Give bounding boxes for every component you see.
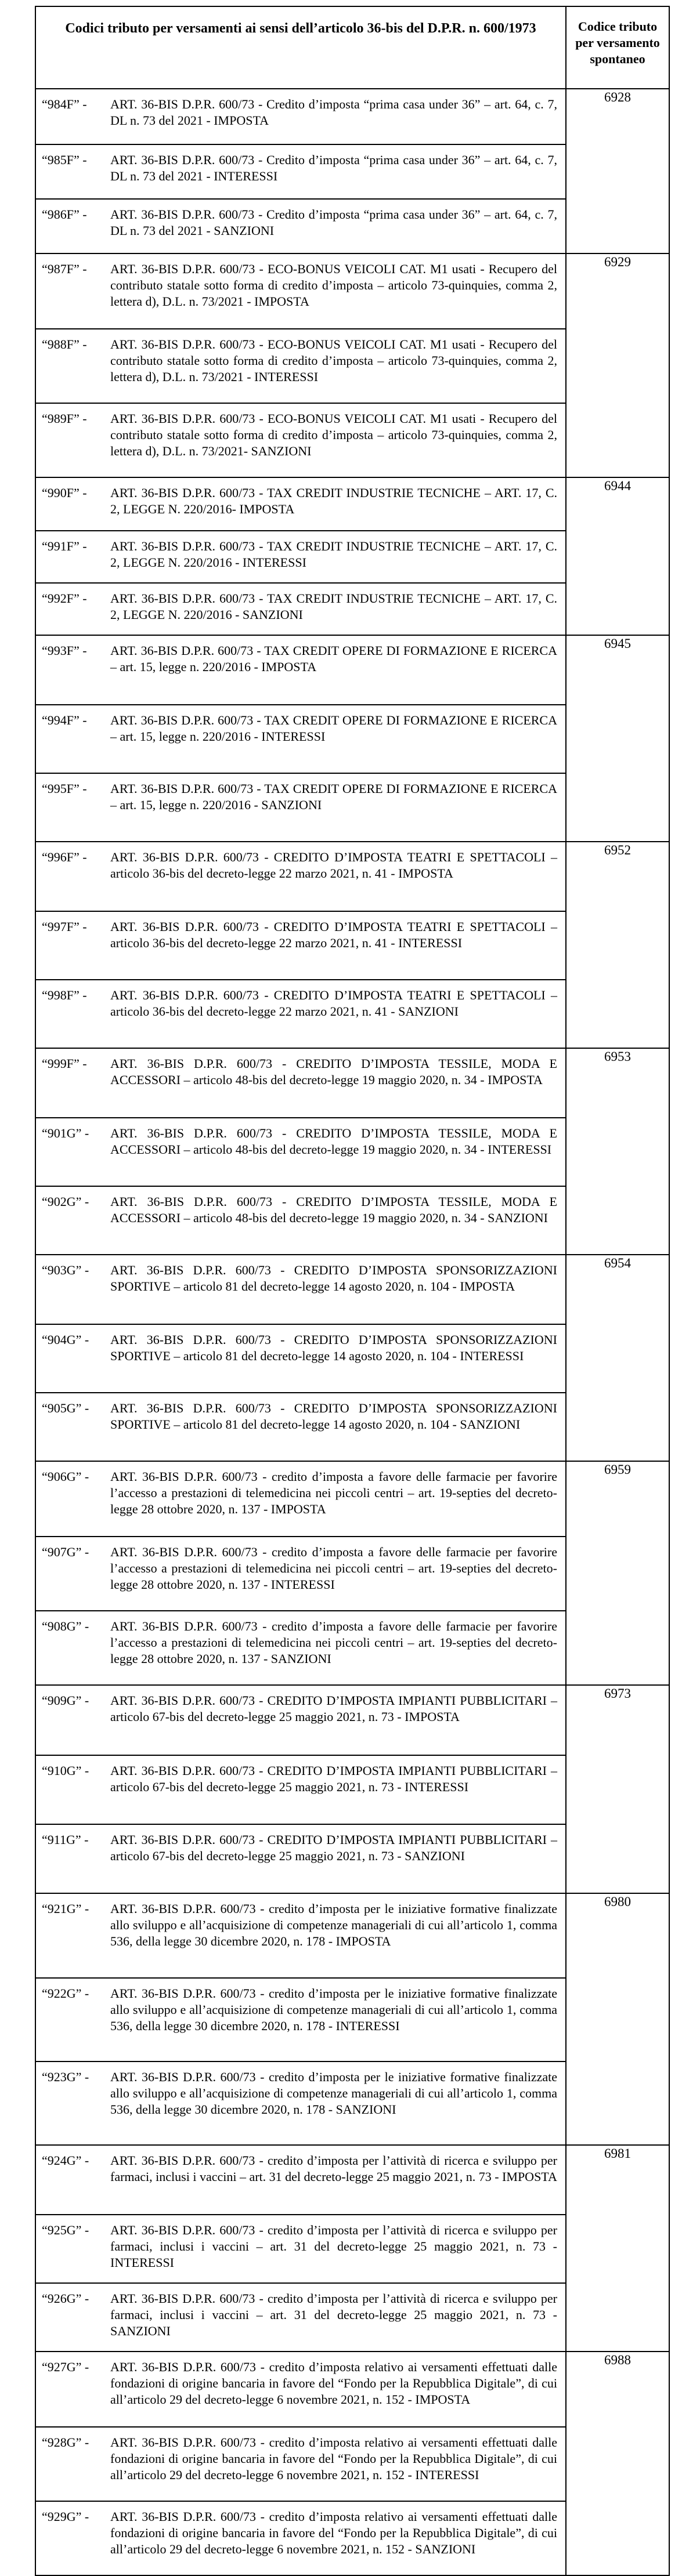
code-group: [35, 2352, 669, 2575]
spontaneous-code: 6981: [566, 2145, 669, 2352]
table-row: [36, 328, 565, 403]
row-code: “996F” -: [42, 850, 87, 864]
table-row: [36, 2214, 565, 2282]
table-row: [36, 704, 565, 773]
spontaneous-code: 6954: [566, 1255, 669, 1461]
table-row: [36, 478, 565, 530]
row-description: ART. 36-BIS D.P.R. 600/73 - CREDITO D’IMPOSTA TEATRI E SPETTACOLI – articolo 36-bis del decreto-legge 22 marzo 2021, n. 41 - IMPOSTA: [110, 850, 557, 881]
spontaneous-code: 6945: [566, 635, 669, 842]
row-code: “985F” -: [42, 153, 87, 167]
row-description: ART. 36-BIS D.P.R. 600/73 - CREDITO D’IMPOSTA IMPIANTI PUBBLICITARI – articolo 67-bis del decreto-legge 25 maggio 2021, n. 73 - SANZIONI: [110, 1832, 557, 1863]
row-code: “994F” -: [42, 713, 87, 727]
row-code: “993F” -: [42, 643, 87, 658]
row-code: “997F” -: [42, 919, 87, 934]
table-row: [36, 911, 565, 979]
table-row: [36, 1686, 565, 1755]
table-row: [36, 144, 565, 198]
row-description: ART. 36-BIS D.P.R. 600/73 - TAX CREDIT INDUSTRIE TECNICHE – ART. 17, C. 2, LEGGE N. 220/2016 - INTERESSI: [110, 539, 557, 570]
row-description: ART. 36-BIS D.P.R. 600/73 - CREDITO D’IMPOSTA SPONSORIZZAZIONI SPORTIVE – articolo 81 del decreto-legge 14 agosto 2020, n. 104 - INTERESSI: [110, 1332, 557, 1363]
table-row: [36, 842, 565, 911]
table-row: [36, 582, 565, 635]
row-description: ART. 36-BIS D.P.R. 600/73 - Credito d’imposta “prima casa under 36” – art. 64, c. 7, DL n. 73 del 2021 - IMPOSTA: [110, 97, 557, 128]
row-description: ART. 36-BIS D.P.R. 600/73 - credito d’imposta a favore delle farmacie per favorire l’accesso a prestazioni di telemedicina nei piccoli centri – art. 19-septies del decreto-legge 28 ottobre 2020, n. 137 - INTERESSI: [110, 1545, 557, 1592]
table-row: [36, 254, 565, 328]
row-code: “911G” -: [42, 1832, 89, 1847]
row-description: ART. 36-BIS D.P.R. 600/73 - TAX CREDIT OPERE DI FORMAZIONE E RICERCA – art. 15, legge n. 220/2016 - INTERESSI: [110, 713, 557, 744]
row-description: ART. 36-BIS D.P.R. 600/73 - credito d’imposta per l’attività di ricerca e sviluppo per farmaci, inclusi i vaccini – art. 31 del decreto-legge 25 maggio 2021, n. 73 - INTERESSI: [110, 2223, 557, 2270]
row-description: ART. 36-BIS D.P.R. 600/73 - credito d’imposta per l’attività di ricerca e sviluppo per farmaci, inclusi i vaccini – art. 31 del decreto-legge 25 maggio 2021, n. 73 - IMPOSTA: [110, 2153, 557, 2184]
table-row: [36, 1255, 565, 1324]
spontaneous-code: 6980: [566, 1893, 669, 2145]
table-row: [36, 403, 565, 477]
code-group: [35, 1893, 669, 2145]
table-row: [36, 636, 565, 704]
row-code: “991F” -: [42, 539, 87, 553]
row-code: “901G” -: [42, 1126, 89, 1140]
spontaneous-code: 6929: [566, 253, 669, 477]
row-code: “904G” -: [42, 1332, 89, 1347]
code-group: [35, 89, 669, 253]
row-description: ART. 36-BIS D.P.R. 600/73 - CREDITO D’IMPOSTA TEATRI E SPETTACOLI – articolo 36-bis del decreto-legge 22 marzo 2021, n. 41 - SANZIONI: [110, 988, 557, 1019]
code-group: [35, 2145, 669, 2352]
row-description: ART. 36-BIS D.P.R. 600/73 - CREDITO D’IMPOSTA TESSILE, MODA E ACCESSORI – articolo 48-bis del decreto-legge 19 maggio 2020, n. 34 - INTERESSI: [110, 1126, 557, 1157]
row-code: “924G” -: [42, 2153, 89, 2168]
spontaneous-code: 6952: [566, 842, 669, 1048]
code-group: [35, 1048, 669, 1255]
row-code: “925G” -: [42, 2223, 89, 2237]
row-description: ART. 36-BIS D.P.R. 600/73 - CREDITO D’IMPOSTA SPONSORIZZAZIONI SPORTIVE – articolo 81 del decreto-legge 14 agosto 2020, n. 104 - IMPOSTA: [110, 1263, 557, 1294]
row-description: ART. 36-BIS D.P.R. 600/73 - ECO-BONUS VEICOLI CAT. M1 usati - Recupero del contributo statale sotto forma di credito d’imposta – articolo 73-quinquies, comma 2, lettera d), D.L. n. 73/2021 - INTERESSI: [110, 337, 557, 384]
row-code: “922G” -: [42, 1986, 89, 2001]
row-description: ART. 36-BIS D.P.R. 600/73 - TAX CREDIT INDUSTRIE TECNICHE – ART. 17, C. 2, LEGGE N. 220/2016- IMPOSTA: [110, 486, 557, 516]
row-code: “903G” -: [42, 1263, 89, 1277]
row-description: ART. 36-BIS D.P.R. 600/73 - credito d’imposta relativo ai versamenti effettuati dalle fondazioni di origine bancaria in favore del “Fondo per la Repubblica Digitale”, di cui all’articolo 29 del decreto-legge 6 novembre 2021, n. 152 - INTERESSI: [110, 2435, 557, 2482]
table-row: [36, 773, 565, 841]
row-description: ART. 36-BIS D.P.R. 600/73 - TAX CREDIT OPERE DI FORMAZIONE E RICERCA – art. 15, legge n. 220/2016 - IMPOSTA: [110, 643, 557, 674]
row-code: “905G” -: [42, 1401, 89, 1415]
row-description: ART. 36-BIS D.P.R. 600/73 - Credito d’imposta “prima casa under 36” – art. 64, c. 7, DL n. 73 del 2021 - INTERESSI: [110, 153, 557, 183]
header-description: Codici tributo per versamenti ai sensi dell’articolo 36-bis del D.P.R. n. 600/1973: [35, 6, 566, 89]
table-row: [36, 1324, 565, 1392]
table-row: [36, 2146, 565, 2214]
table-row: [36, 1536, 565, 1610]
code-group: [35, 1461, 669, 1685]
code-group: [35, 253, 669, 477]
row-code: “926G” -: [42, 2291, 89, 2306]
row-description: ART. 36-BIS D.P.R. 600/73 - credito d’imposta relativo ai versamenti effettuati dalle fondazioni di origine bancaria in favore del “Fondo per la Repubblica Digitale”, di cui all’articolo 29 del decreto-legge 6 novembre 2021, n. 152 - SANZIONI: [110, 2509, 557, 2556]
table-row: [36, 198, 565, 253]
row-description: ART. 36-BIS D.P.R. 600/73 - CREDITO D’IMPOSTA TESSILE, MODA E ACCESSORI – articolo 48-bis del decreto-legge 19 maggio 2020, n. 34 - SANZIONI: [110, 1194, 557, 1225]
table-row: [36, 2352, 565, 2426]
row-description: ART. 36-BIS D.P.R. 600/73 - credito d’imposta a favore delle farmacie per favorire l’accesso a prestazioni di telemedicina nei piccoli centri – art. 19-septies del decreto-legge 28 ottobre 2020, n. 137 - SANZIONI: [110, 1619, 557, 1666]
row-description: ART. 36-BIS D.P.R. 600/73 - credito d’imposta per l’attività di ricerca e sviluppo per farmaci, inclusi i vaccini – art. 31 del decreto-legge 25 maggio 2021, n. 73 - SANZIONI: [110, 2291, 557, 2338]
table-header-row: [35, 6, 669, 89]
row-code: “928G” -: [42, 2435, 89, 2450]
header-code: Codice tributo per versamento spontaneo: [566, 6, 669, 89]
row-description: ART. 36-BIS D.P.R. 600/73 - CREDITO D’IMPOSTA SPONSORIZZAZIONI SPORTIVE – articolo 81 del decreto-legge 14 agosto 2020, n. 104 - SANZIONI: [110, 1401, 557, 1432]
row-code: “995F” -: [42, 781, 87, 796]
table-row: [36, 1186, 565, 1254]
spontaneous-code: 6928: [566, 89, 669, 253]
row-code: “998F” -: [42, 988, 87, 1002]
table-row: [36, 1462, 565, 1536]
row-code: “910G” -: [42, 1763, 89, 1778]
row-description: ART. 36-BIS D.P.R. 600/73 - Credito d’imposta “prima casa under 36” – art. 64, c. 7, DL n. 73 del 2021 - SANZIONI: [110, 207, 557, 238]
row-code: “929G” -: [42, 2509, 89, 2524]
row-description: ART. 36-BIS D.P.R. 600/73 - credito d’imposta per le iniziative formative finalizzate allo sviluppo e all’acquisizione di competenze manageriali di cui all’articolo 1, comma 536, della legge 30 dicembre 2020, n. 178 - IMPOSTA: [110, 1901, 557, 1948]
row-description: ART. 36-BIS D.P.R. 600/73 - ECO-BONUS VEICOLI CAT. M1 usati - Recupero del contributo statale sotto forma di credito d’imposta – articolo 73-quinquies, comma 2, lettera d), D.L. n. 73/2021 - IMPOSTA: [110, 262, 557, 309]
code-group: [35, 842, 669, 1048]
row-code: “923G” -: [42, 2070, 89, 2084]
table-row: [36, 2282, 565, 2351]
table-row: [36, 1049, 565, 1117]
row-code: “992F” -: [42, 591, 87, 606]
row-code: “902G” -: [42, 1194, 89, 1209]
row-description: ART. 36-BIS D.P.R. 600/73 - credito d’imposta a favore delle farmacie per favorire l’accesso a prestazioni di telemedicina nei piccoli centri – art. 19-septies del decreto-legge 28 ottobre 2020, n. 137 - IMPOSTA: [110, 1469, 557, 1516]
spontaneous-code: 6944: [566, 477, 669, 635]
code-group: [35, 1685, 669, 1893]
row-description: ART. 36-BIS D.P.R. 600/73 - TAX CREDIT OPERE DI FORMAZIONE E RICERCA – art. 15, legge n. 220/2016 - SANZIONI: [110, 781, 557, 812]
table-row: [36, 2501, 565, 2575]
spontaneous-code: 6953: [566, 1048, 669, 1255]
row-code: “984F” -: [42, 97, 87, 111]
row-code: “989F” -: [42, 411, 87, 426]
row-code: “927G” -: [42, 2360, 89, 2374]
row-description: ART. 36-BIS D.P.R. 600/73 - credito d’imposta per le iniziative formative finalizzate allo sviluppo e all’acquisizione di competenze manageriali di cui all’articolo 1, comma 536, della legge 30 dicembre 2020, n. 178 - INTERESSI: [110, 1986, 557, 2033]
spontaneous-code: 6959: [566, 1461, 669, 1685]
table-row: [36, 1117, 565, 1186]
table-row: [36, 2061, 565, 2144]
table-row: [36, 1894, 565, 1977]
row-code: “999F” -: [42, 1056, 87, 1071]
row-description: ART. 36-BIS D.P.R. 600/73 - ECO-BONUS VEICOLI CAT. M1 usati - Recupero del contributo statale sotto forma di credito d’imposta – articolo 73-quinquies, comma 2, lettera d), D.L. n. 73/2021- SANZIONI: [110, 411, 557, 458]
row-description: ART. 36-BIS D.P.R. 600/73 - CREDITO D’IMPOSTA IMPIANTI PUBBLICITARI – articolo 67-bis del decreto-legge 25 maggio 2021, n. 73 - INTERESSI: [110, 1763, 557, 1794]
row-code: “921G” -: [42, 1901, 89, 1916]
table-row: [36, 979, 565, 1048]
table-row: [36, 1824, 565, 1893]
table-row: [36, 89, 565, 144]
table-row: [36, 2426, 565, 2501]
table-row: [36, 1755, 565, 1824]
code-group: [35, 477, 669, 635]
spontaneous-code: 6973: [566, 1685, 669, 1893]
table-row: [36, 1392, 565, 1461]
spontaneous-code: 6988: [566, 2352, 669, 2575]
row-description: ART. 36-BIS D.P.R. 600/73 - CREDITO D’IMPOSTA TESSILE, MODA E ACCESSORI – articolo 48-bis del decreto-legge 19 maggio 2020, n. 34 - IMPOSTA: [110, 1056, 557, 1087]
row-description: ART. 36-BIS D.P.R. 600/73 - CREDITO D’IMPOSTA TEATRI E SPETTACOLI – articolo 36-bis del decreto-legge 22 marzo 2021, n. 41 - INTERESSI: [110, 919, 557, 950]
tax-code-table: [35, 6, 670, 2576]
row-code: “908G” -: [42, 1619, 89, 1633]
row-description: ART. 36-BIS D.P.R. 600/73 - credito d’imposta relativo ai versamenti effettuati dalle fondazioni di origine bancaria in favore del “Fondo per la Repubblica Digitale”, di cui all’articolo 29 del decreto-legge 6 novembre 2021, n. 152 - IMPOSTA: [110, 2360, 557, 2407]
row-code: “990F” -: [42, 486, 87, 500]
row-code: “986F” -: [42, 207, 87, 222]
table-row: [36, 1610, 565, 1684]
row-code: “906G” -: [42, 1469, 89, 1484]
row-description: ART. 36-BIS D.P.R. 600/73 - CREDITO D’IMPOSTA IMPIANTI PUBBLICITARI – articolo 67-bis del decreto-legge 25 maggio 2021, n. 73 - IMPOSTA: [110, 1693, 557, 1724]
row-description: ART. 36-BIS D.P.R. 600/73 - TAX CREDIT INDUSTRIE TECNICHE – ART. 17, C. 2, LEGGE N. 220/2016 - SANZIONI: [110, 591, 557, 622]
row-code: “987F” -: [42, 262, 87, 276]
table-row: [36, 530, 565, 582]
code-group: [35, 1255, 669, 1461]
row-code: “907G” -: [42, 1545, 89, 1559]
table-row: [36, 1977, 565, 2061]
code-group: [35, 635, 669, 842]
row-description: ART. 36-BIS D.P.R. 600/73 - credito d’imposta per le iniziative formative finalizzate allo sviluppo e all’acquisizione di competenze manageriali di cui all’articolo 1, comma 536, della legge 30 dicembre 2020, n. 178 - SANZIONI: [110, 2070, 557, 2117]
row-code: “909G” -: [42, 1693, 89, 1708]
row-code: “988F” -: [42, 337, 87, 352]
